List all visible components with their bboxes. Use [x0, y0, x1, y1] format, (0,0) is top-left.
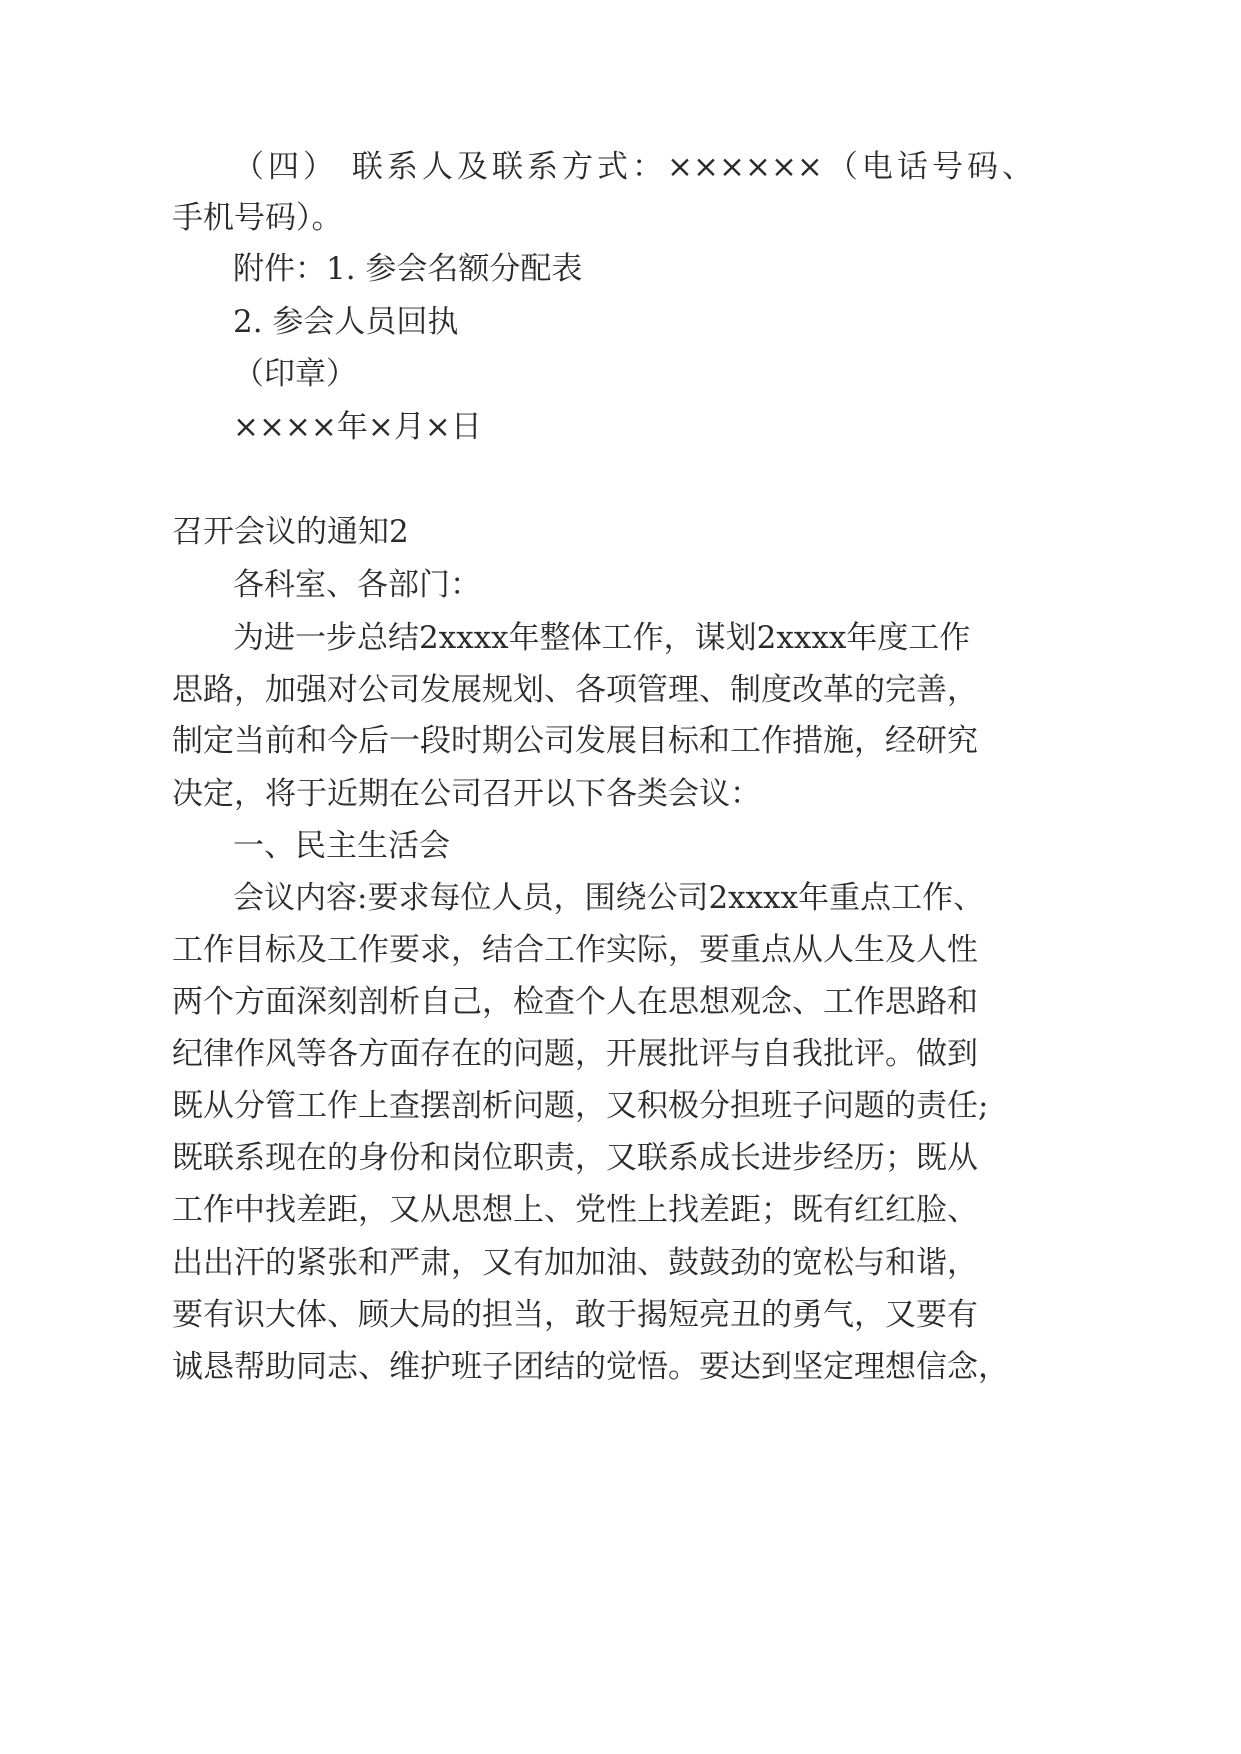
paragraph-line: 诚恳帮助同志、维护班子团结的觉悟。要达到坚定理想信念， — [172, 1349, 1009, 1385]
paragraph-line: 要有识大体、顾大局的担当，敢于揭短亮丑的勇气，又要有 — [172, 1297, 978, 1333]
paragraph-line: 纪律作风等各方面存在的问题，开展批评与自我批评。做到 — [172, 1036, 978, 1072]
paragraph-line: 既从分管工作上查摆剖析问题，又积极分担班子问题的责任; — [172, 1088, 989, 1124]
attachment-line: 2. 参会人员回执 — [233, 304, 459, 340]
paragraph-line: 决定，将于近期在公司召开以下各类会议： — [172, 776, 761, 812]
section-heading: 一、民主生活会 — [233, 828, 450, 864]
attachment-line: 附件：1. 参会名额分配表 — [233, 251, 583, 287]
paragraph-line: 工作目标及工作要求，结合工作实际，要重点从人生及人性 — [172, 932, 978, 968]
date-line: ××××年×月×日 — [233, 409, 482, 445]
paragraph-line: 出出汗的紧张和严肃，又有加加油、鼓鼓劲的宽松与和谐， — [172, 1245, 978, 1281]
seal-line: （印章） — [233, 356, 357, 392]
paragraph-line: 制定当前和今后一段时期公司发展目标和工作措施，经研究 — [172, 723, 978, 759]
paragraph-line: 会议内容:要求每位人员，围绕公司2xxxx年重点工作、 — [233, 880, 985, 916]
notice-title: 召开会议的通知2 — [172, 514, 409, 550]
paragraph-line: 手机号码）。 — [172, 200, 343, 236]
paragraph-line: 两个方面深刻剖析自己，检查个人在思想观念、工作思路和 — [172, 984, 978, 1020]
paragraph-line: 既联系现在的身份和岗位职责，又联系成长进步经历；既从 — [172, 1140, 978, 1176]
salutation-line: 各科室、各部门： — [233, 567, 481, 603]
paragraph-line: 思路，加强对公司发展规划、各项管理、制度改革的完善， — [172, 672, 978, 708]
paragraph-line: （四） 联系人及联系方式：××××××（电话号码、 — [233, 149, 1033, 185]
paragraph-line: 为进一步总结2xxxx年整体工作，谋划2xxxx年度工作 — [233, 620, 971, 656]
paragraph-line: 工作中找差距，又从思想上、党性上找差距；既有红红脸、 — [172, 1192, 978, 1228]
